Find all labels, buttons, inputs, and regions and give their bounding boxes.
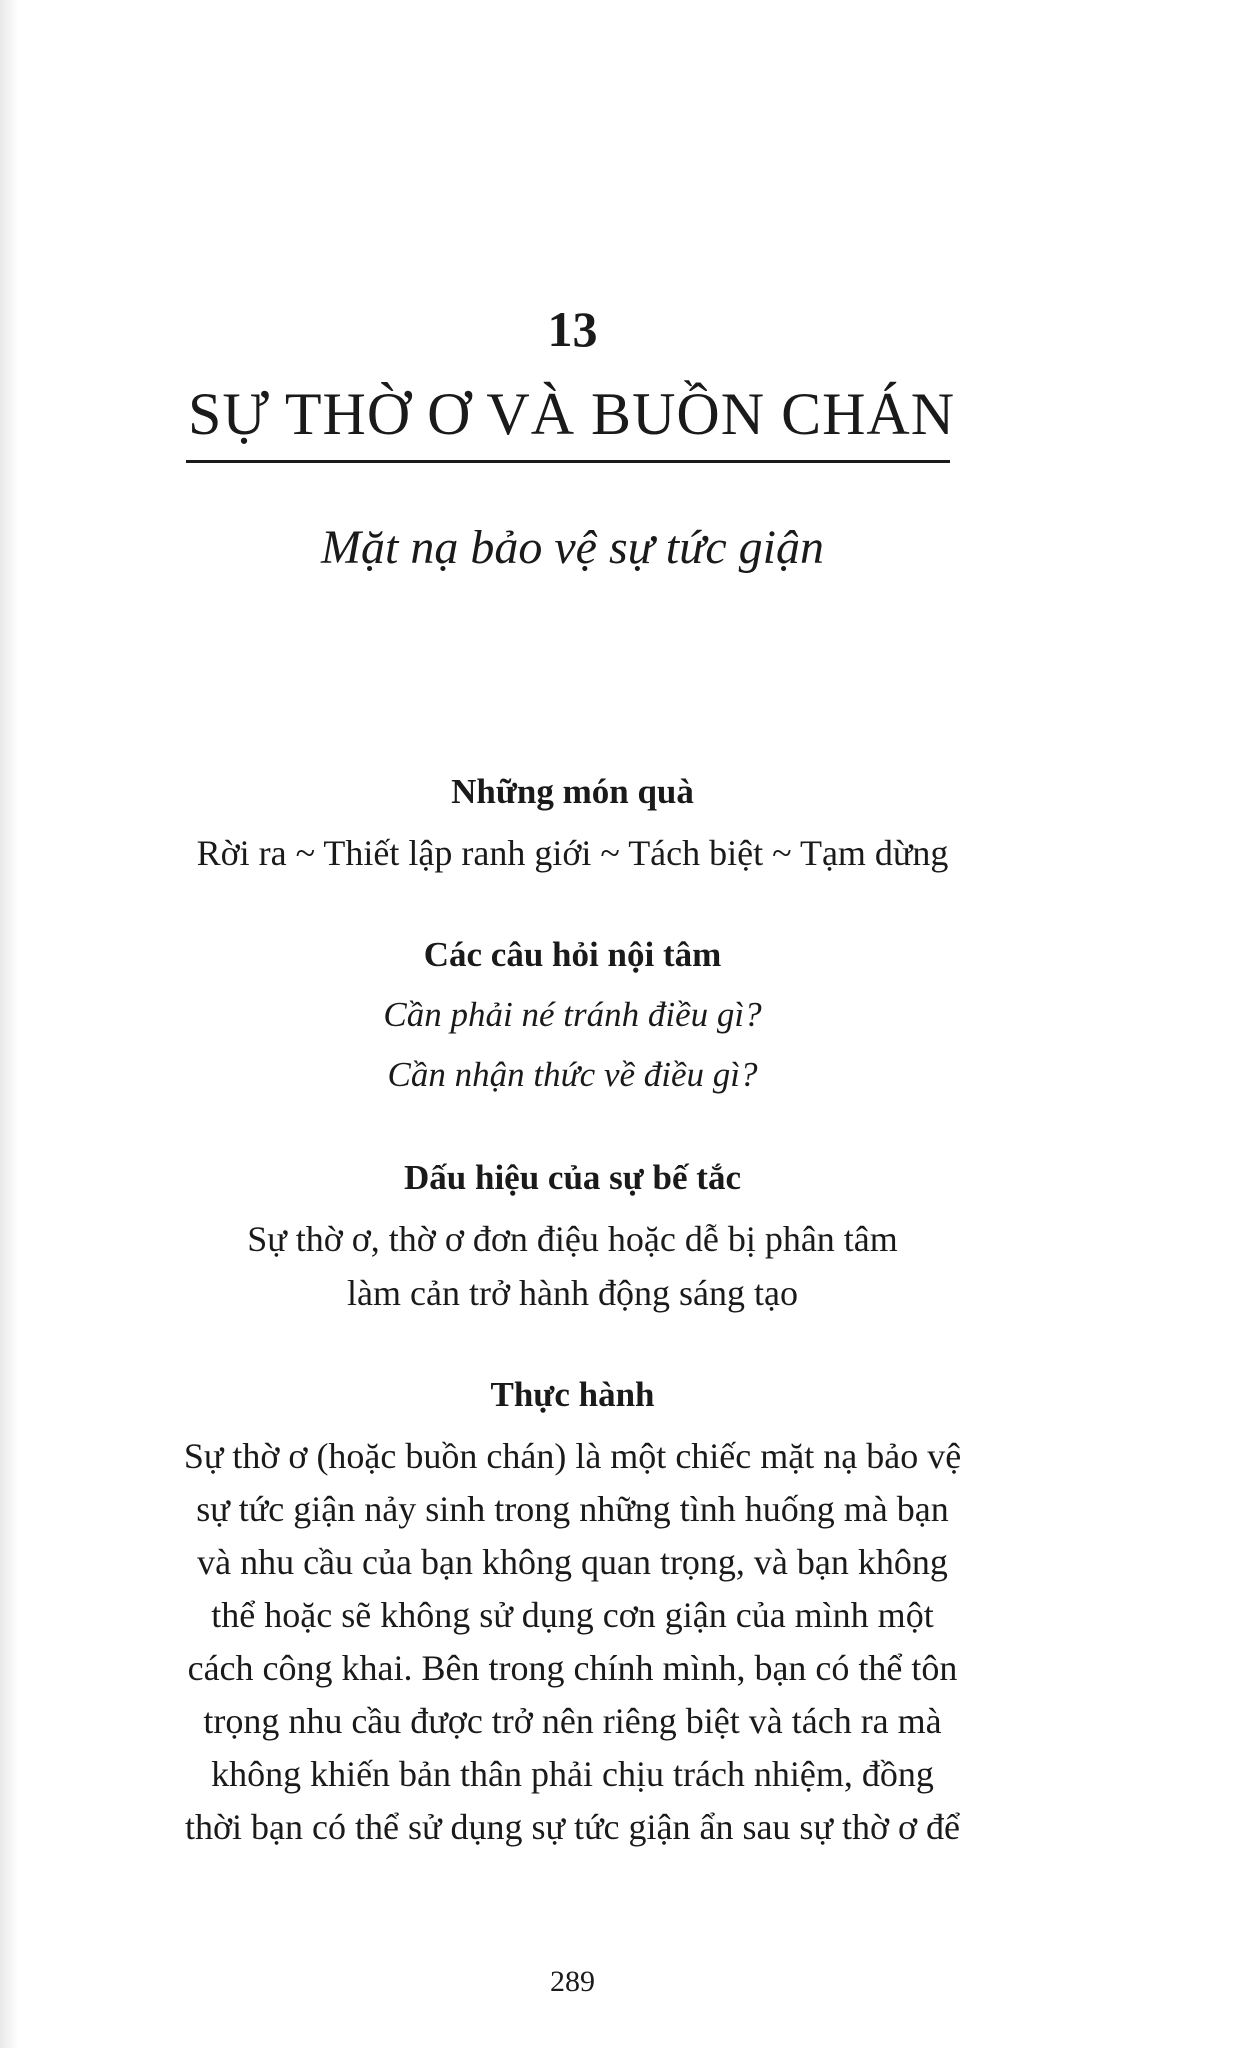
practice-line: thời bạn có thể sử dụng sự tức giận ẩn sau sự thờ ơ để <box>184 1807 961 1847</box>
practice-line: không khiến bản thân phải chịu trách nhiệm, đồng <box>211 1754 934 1794</box>
practice-line: cách công khai. Bên trong chính mình, bạn có thể tôn <box>187 1648 958 1688</box>
question-item: Cần phải né tránh điều gì? <box>383 995 762 1034</box>
questions-heading: Các câu hỏi nội tâm <box>423 935 722 974</box>
question-item: Cần nhận thức về điều gì? <box>387 1055 758 1094</box>
chapter-title: SỰ THỜ Ơ VÀ BUỒN CHÁN <box>188 381 956 447</box>
practice-line: Sự thờ ơ (hoặc buồn chán) là một chiếc mặt nạ bảo vệ <box>183 1436 962 1476</box>
practice-line: thể hoặc sẽ không sử dụng cơn giận của mình một <box>211 1595 934 1635</box>
practice-line: sự tức giận nảy sinh trong những tình huống mà bạn <box>196 1489 949 1529</box>
page-number: 289 <box>550 1965 595 1998</box>
practice-heading: Thực hành <box>490 1375 655 1414</box>
practice-body <box>130 1430 1015 1854</box>
practice-line: trọng nhu cầu được trở nên riêng biệt và tách ra mà <box>203 1701 942 1741</box>
gifts-heading: Những món quà <box>451 772 694 811</box>
gifts-text: Rời ra ~ Thiết lập ranh giới ~ Tách biệt ~ Tạm dừng <box>196 833 949 873</box>
title-underline <box>186 460 950 463</box>
practice-line: và nhu cầu của bạn không quan trọng, và bạn không <box>197 1542 948 1582</box>
chapter-subtitle: Mặt nạ bảo vệ sự tức giận <box>321 521 824 574</box>
stuck-signs-heading: Dấu hiệu của sự bế tắc <box>404 1158 741 1197</box>
stuck-signs-line: làm cản trở hành động sáng tạo <box>347 1273 798 1313</box>
stuck-signs-line: Sự thờ ơ, thờ ơ đơn điệu hoặc dễ bị phân tâm <box>247 1219 898 1259</box>
chapter-number: 13 <box>547 301 598 357</box>
